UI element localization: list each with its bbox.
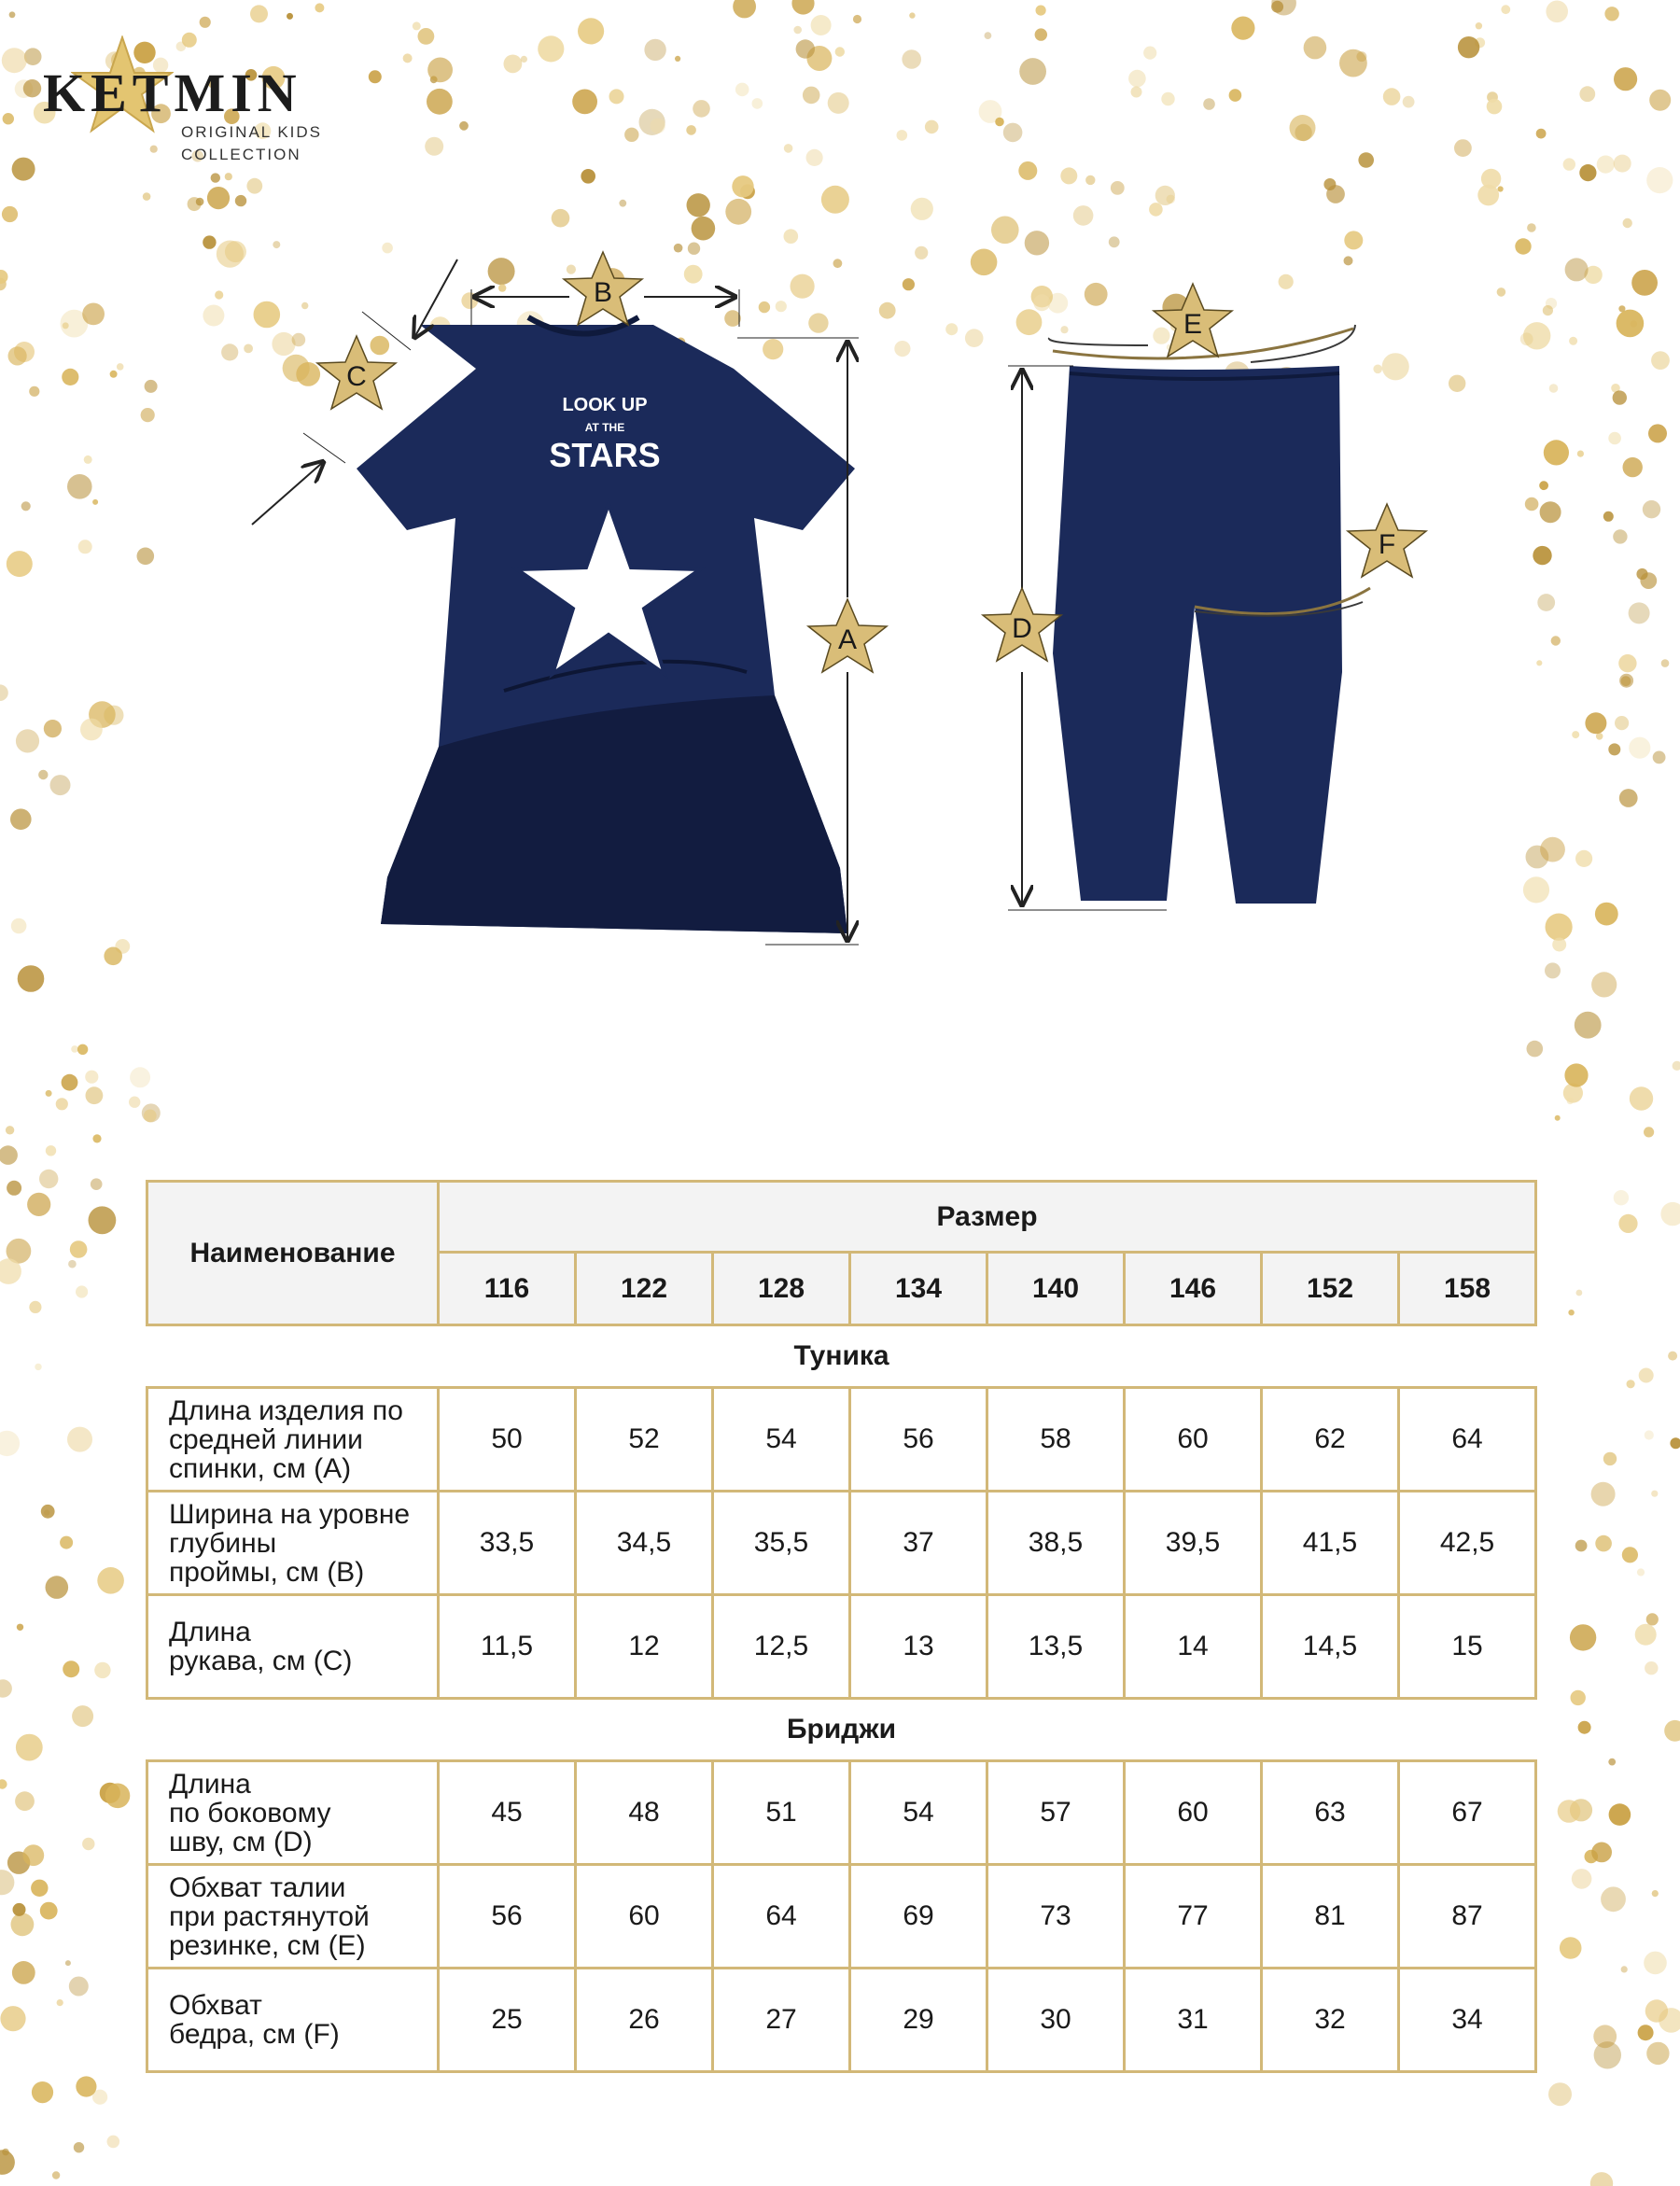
measurement-name-line: Длина: [169, 1768, 251, 1800]
measurement-value: 42,5: [1399, 1492, 1536, 1595]
confetti-dot: [77, 1044, 88, 1055]
measurement-name-line: Длина изделия по: [169, 1394, 403, 1426]
confetti-dot: [12, 1961, 35, 1984]
svg-text:F: F: [1378, 529, 1396, 560]
confetti-dot: [1644, 1952, 1667, 1975]
confetti-dot: [1651, 1491, 1658, 1497]
confetti-dot: [40, 1902, 58, 1920]
measurement-value: 29: [850, 1969, 987, 2072]
confetti-dot: [72, 1705, 93, 1727]
confetti-dot: [69, 1977, 89, 1997]
size-header-cell: 134: [850, 1253, 987, 1325]
measurement-value: 77: [1125, 1865, 1262, 1969]
measurement-name-line: Обхват талии: [169, 1871, 346, 1903]
confetti-dot: [144, 1110, 157, 1123]
confetti-dot: [1637, 1568, 1645, 1576]
section-title: Бриджи: [147, 1699, 1536, 1761]
confetti-dot: [57, 1999, 63, 2006]
confetti-dot: [129, 1097, 140, 1108]
measurement-row: [147, 1492, 1536, 1595]
confetti-dot: [0, 1145, 18, 1165]
label-star-c: [317, 336, 396, 409]
measurement-value: 54: [713, 1388, 850, 1492]
measurement-value: 56: [850, 1388, 987, 1492]
confetti-dot: [16, 1734, 43, 1761]
confetti-dot: [11, 1913, 35, 1936]
measurement-value: 13,5: [987, 1595, 1125, 1699]
svg-text:E: E: [1183, 309, 1203, 340]
confetti-dot: [1673, 1061, 1680, 1071]
label-star-d: [983, 588, 1061, 661]
confetti-dot: [46, 1576, 69, 1599]
size-header-cell: 128: [713, 1253, 850, 1325]
confetti-dot: [39, 1170, 58, 1188]
confetti-dot: [1578, 1721, 1591, 1734]
confetti-dot: [1660, 1202, 1680, 1226]
confetti-dot: [1590, 2172, 1613, 2186]
svg-text:D: D: [1012, 613, 1032, 644]
confetti-dot: [1576, 1290, 1583, 1296]
measurement-name-line: спинки, см (A): [169, 1452, 352, 1484]
confetti-dot: [22, 1844, 44, 1866]
measurement-name: [147, 1969, 439, 2072]
measurement-row: [147, 1761, 1536, 1865]
measurement-name-line: бедра, см (F): [169, 2019, 340, 2050]
measurement-value: 45: [439, 1761, 576, 1865]
confetti-dot: [92, 1134, 101, 1142]
confetti-dot: [7, 1181, 21, 1196]
measurement-value: 33,5: [439, 1492, 576, 1595]
measurement-name: [147, 1388, 439, 1492]
measurement-value: 30: [987, 1969, 1125, 2072]
size-header-cell: 116: [439, 1253, 576, 1325]
measurement-row: [147, 1969, 1536, 2072]
measurement-name-line: глубины: [169, 1527, 277, 1559]
confetti-dot: [94, 1662, 110, 1678]
confetti-dot: [60, 1536, 73, 1549]
confetti-dot: [52, 2171, 60, 2179]
garment-illustration: [0, 0, 1680, 1008]
measurement-value: 12: [576, 1595, 713, 1699]
confetti-dot: [46, 1145, 56, 1156]
measurement-name-line: по боковому: [169, 1797, 331, 1829]
size-column-header: Размер: [439, 1182, 1536, 1253]
measurement-value: 39,5: [1125, 1492, 1262, 1595]
confetti-dot: [0, 2006, 25, 2031]
measurement-value: 41,5: [1262, 1492, 1399, 1595]
section-title-row: [147, 1325, 1536, 1388]
confetti-dot: [89, 1206, 117, 1234]
confetti-dot: [1555, 1115, 1561, 1121]
confetti-dot: [1564, 1063, 1588, 1086]
measurement-value: 73: [987, 1865, 1125, 1969]
confetti-dot: [1635, 1624, 1657, 1646]
measurement-name: [147, 1492, 439, 1595]
confetti-dot: [1603, 1452, 1617, 1465]
measurement-value: 62: [1262, 1388, 1399, 1492]
confetti-dot: [1570, 1624, 1596, 1650]
measurement-value: 64: [1399, 1388, 1536, 1492]
measurement-value: 69: [850, 1865, 987, 1969]
measurement-value: 12,5: [713, 1595, 850, 1699]
measurement-name-line: рукава, см (C): [169, 1646, 353, 1676]
measurement-value: 34,5: [576, 1492, 713, 1595]
measurement-name-line: Ширина на уровне: [169, 1498, 411, 1530]
measurement-value: 87: [1399, 1865, 1536, 1969]
measurement-value: 58: [987, 1388, 1125, 1492]
confetti-dot: [1575, 1012, 1602, 1039]
measurement-value: 67: [1399, 1761, 1536, 1865]
tunic-print-line2: AT THE: [584, 421, 625, 434]
measurement-name: [147, 1865, 439, 1969]
label-star-f: [1348, 504, 1426, 577]
brand-tagline-line1: ORIGINAL KIDS: [181, 123, 323, 141]
confetti-dot: [1568, 1310, 1574, 1315]
confetti-dot: [32, 2081, 53, 2103]
confetti-dot: [1638, 2025, 1654, 2040]
measurement-value: 50: [439, 1388, 576, 1492]
measurement-value: 37: [850, 1492, 987, 1595]
confetti-dot: [1664, 1720, 1680, 1742]
measurement-value: 14,5: [1262, 1595, 1399, 1699]
svg-text:B: B: [593, 277, 613, 308]
label-star-b: [564, 252, 642, 325]
confetti-dot: [105, 1784, 131, 1809]
confetti-dot: [1560, 1937, 1582, 1959]
confetti-dot: [68, 1260, 77, 1268]
confetti-dot: [15, 1791, 35, 1811]
confetti-dot: [1646, 2042, 1669, 2065]
size-header-cell: 122: [576, 1253, 713, 1325]
confetti-dot: [41, 1505, 55, 1519]
measurement-name-line: проймы, см (B): [169, 1556, 365, 1588]
measurement-value: 26: [576, 1969, 713, 2072]
confetti-dot: [1572, 1869, 1592, 1889]
confetti-dot: [86, 1086, 104, 1104]
confetti-dot: [1595, 1535, 1612, 1552]
confetti-dot: [27, 1193, 50, 1216]
size-header-cell: 158: [1399, 1253, 1536, 1325]
confetti-dot: [0, 1431, 20, 1456]
confetti-dot: [13, 1903, 26, 1916]
confetti-dot: [1630, 1086, 1653, 1110]
confetti-dot: [1627, 1380, 1635, 1388]
confetti-dot: [82, 1838, 94, 1850]
breeches-image: [1053, 366, 1342, 904]
confetti-dot: [1558, 1800, 1581, 1823]
measurement-value: 48: [576, 1761, 713, 1865]
measurement-value: 51: [713, 1761, 850, 1865]
confetti-dot: [70, 1240, 88, 1258]
confetti-dot: [76, 2076, 96, 2096]
measurement-row: [147, 1865, 1536, 1969]
confetti-dot: [1594, 2041, 1621, 2068]
confetti-dot: [0, 1779, 7, 1788]
name-column-header: Наименование: [147, 1182, 439, 1325]
confetti-dot: [1670, 1437, 1680, 1449]
confetti-dot: [1652, 1890, 1659, 1897]
confetti-dot: [29, 1301, 41, 1313]
tunic-image: [357, 317, 858, 933]
confetti-dot: [74, 2142, 84, 2152]
measurement-name-line: резинке, см (E): [169, 1929, 366, 1961]
confetti-dot: [1609, 1803, 1631, 1826]
confetti-dot: [0, 1679, 12, 1698]
confetti-dot: [2, 2149, 9, 2156]
confetti-dot: [1601, 1886, 1626, 1912]
measurement-value: 81: [1262, 1865, 1399, 1969]
measurement-value: 56: [439, 1865, 576, 1969]
measurement-name-line: шву, см (D): [169, 1826, 313, 1857]
measurement-value: 60: [576, 1865, 713, 1969]
confetti-dot: [35, 1364, 41, 1370]
confetti-dot: [130, 1067, 150, 1087]
measurement-row: [147, 1595, 1536, 1699]
measurement-value: 25: [439, 1969, 576, 2072]
svg-text:C: C: [346, 361, 367, 392]
confetti-dot: [1527, 1041, 1544, 1058]
confetti-dot: [1645, 1661, 1658, 1675]
confetti-dot: [63, 1661, 79, 1677]
confetti-dot: [1668, 1352, 1677, 1361]
label-star-e: [1154, 284, 1232, 357]
confetti-dot: [46, 1090, 52, 1097]
confetti-dot: [1614, 1190, 1629, 1205]
measurement-value: 13: [850, 1595, 987, 1699]
confetti-dot: [56, 1098, 68, 1110]
measurement-value: 63: [1262, 1761, 1399, 1865]
confetti-dot: [1575, 1540, 1588, 1552]
size-header-cell: 152: [1262, 1253, 1399, 1325]
confetti-dot: [62, 1074, 78, 1091]
confetti-dot: [65, 1960, 71, 1966]
confetti-dot: [1645, 1430, 1654, 1439]
size-header-cell: 140: [987, 1253, 1125, 1325]
measurement-value: 27: [713, 1969, 850, 2072]
measurement-name-line: Обхват: [169, 1990, 262, 2021]
confetti-dot: [85, 1071, 98, 1084]
confetti-dot: [1644, 1127, 1654, 1137]
confetti-dot: [1591, 1843, 1612, 1863]
confetti-dot: [107, 2136, 120, 2149]
confetti-dot: [1548, 2082, 1572, 2106]
confetti-dot: [1608, 1759, 1616, 1766]
confetti-dot: [1571, 1690, 1586, 1705]
measurement-name-line: Длина: [169, 1617, 251, 1647]
label-star-a: [808, 599, 887, 672]
brand-name: KETMIN: [43, 63, 302, 123]
confetti-dot: [76, 1285, 88, 1297]
measurement-value: 60: [1125, 1761, 1262, 1865]
confetti-dot: [17, 1624, 23, 1631]
measurement-value: 60: [1125, 1388, 1262, 1492]
confetti-dot: [1646, 1613, 1659, 1625]
measurement-value: 14: [1125, 1595, 1262, 1699]
measurement-name-line: при растянутой: [169, 1900, 370, 1932]
measurement-value: 57: [987, 1761, 1125, 1865]
measurement-name: [147, 1595, 439, 1699]
svg-text:A: A: [837, 624, 858, 655]
measurement-name-line: средней линии: [169, 1423, 363, 1455]
measurement-name: [147, 1761, 439, 1865]
measurement-row: [147, 1388, 1536, 1492]
measurement-value: 54: [850, 1761, 987, 1865]
confetti-dot: [31, 1880, 48, 1897]
confetti-dot: [1591, 1482, 1616, 1506]
measurement-value: 31: [1125, 1969, 1262, 2072]
measurement-value: 38,5: [987, 1492, 1125, 1595]
measurement-value: 35,5: [713, 1492, 850, 1595]
tunic-print-line1: LOOK UP: [562, 395, 648, 415]
size-chart-table: [146, 1180, 1537, 2073]
confetti-dot: [1639, 1368, 1654, 1383]
measurement-value: 64: [713, 1865, 850, 1969]
measurement-value: 34: [1399, 1969, 1536, 2072]
confetti-dot: [71, 1045, 78, 1053]
confetti-dot: [0, 1870, 14, 1895]
measurement-value: 52: [576, 1388, 713, 1492]
confetti-dot: [1622, 1547, 1638, 1562]
measurement-value: 15: [1399, 1595, 1536, 1699]
confetti-dot: [6, 1126, 14, 1134]
brand-tagline-line2: COLLECTION: [181, 146, 301, 163]
confetti-dot: [1618, 1214, 1637, 1233]
section-title-row: [147, 1699, 1536, 1761]
section-title: Туника: [147, 1325, 1536, 1388]
confetti-dot: [67, 1427, 92, 1452]
tunic-print-line3: STARS: [549, 436, 661, 474]
confetti-dot: [91, 1178, 103, 1190]
measurement-value: 32: [1262, 1969, 1399, 2072]
confetti-dot: [1645, 1999, 1668, 2022]
confetti-dot: [1621, 1966, 1628, 1972]
confetti-dot: [97, 1567, 124, 1594]
measurement-value: 11,5: [439, 1595, 576, 1699]
size-header-cell: 146: [1125, 1253, 1262, 1325]
